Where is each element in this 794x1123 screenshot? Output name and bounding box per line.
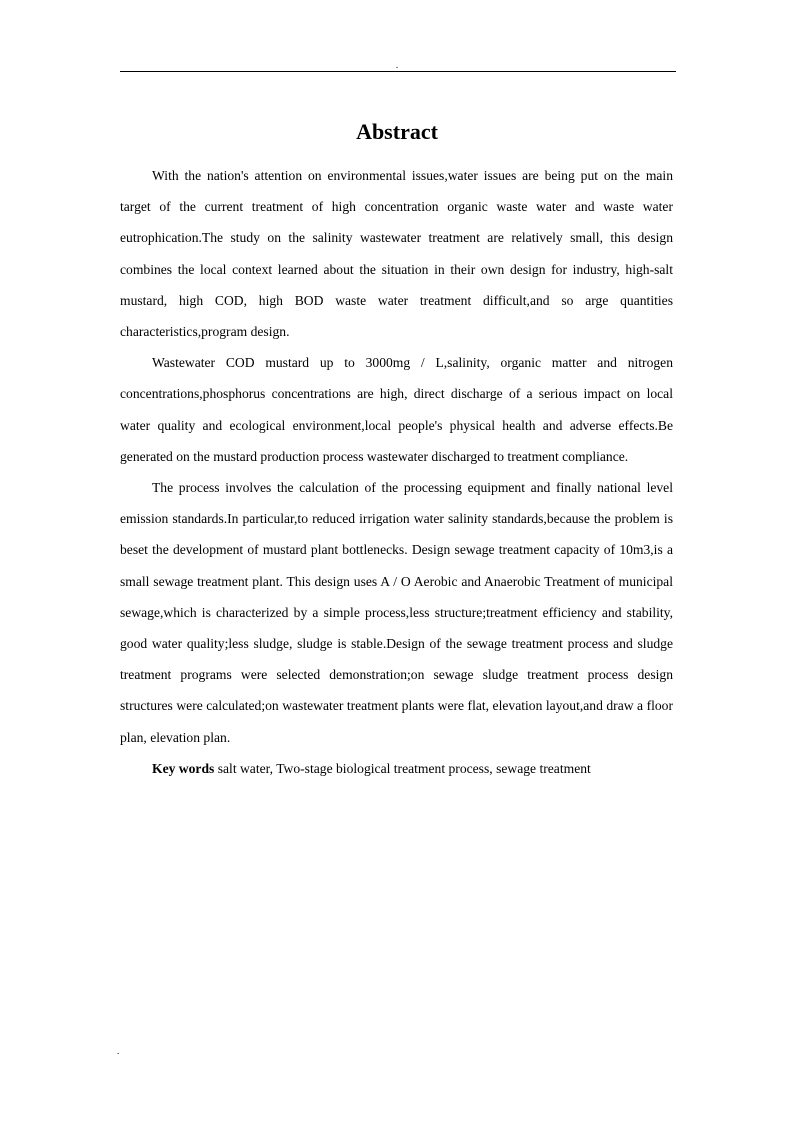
abstract-paragraph-3: The process involves the calculation of the processing equipment and finally national level emission standards.In particular,to reduced irrigation water salinity standards,because the problem is beset the development of mustard plant bottlenecks. Design sewage treatment capacity of 10m3,is a small sewage treatment plant. This design uses A / O Aerobic and Anaerobic Treatment of municipal sewage,which is characterized by a simple process,less structure;treatment efficiency and stability, good water quality;less sludge, sludge is stable.Design of the sewage treatment process and sludge treatment programs were selected demonstration;on sewage sludge treatment process design structures were calculated;on wastewater treatment plants were flat, elevation layout,and draw a floor plan, elevation plan. xyxy=(120,480,673,745)
header-marker: . xyxy=(395,60,399,70)
abstract-body xyxy=(120,160,673,784)
keywords-label: Key words xyxy=(152,760,215,776)
abstract-paragraph-2: Wastewater COD mustard up to 3000mg / L,salinity, organic matter and nitrogen concentrations,phosphorus concentrations are high, direct discharge of a serious impact on local water quality and ecological environment,local people's physical health and adverse effects.Be generated on the mustard production process wastewater discharged to treatment compliance. xyxy=(120,355,673,464)
keywords-text: salt water, Two-stage biological treatment process, sewage treatment xyxy=(217,760,591,776)
footer-marker: . xyxy=(117,1046,120,1056)
page-title: Abstract xyxy=(356,118,438,144)
keywords-line xyxy=(120,753,673,784)
header-rule xyxy=(120,71,676,72)
abstract-paragraph-1: With the nation's attention on environmental issues,water issues are being put on the main target of the current treatment of high concentration organic waste water and waste water eutrophication.The study on the salinity wastewater treatment are relatively small, this design combines the local context learned about the situation in their own design for industry, high-salt mustard, high COD, high BOD waste water treatment difficult,and so arge quantities characteristics,program design. xyxy=(120,168,673,340)
